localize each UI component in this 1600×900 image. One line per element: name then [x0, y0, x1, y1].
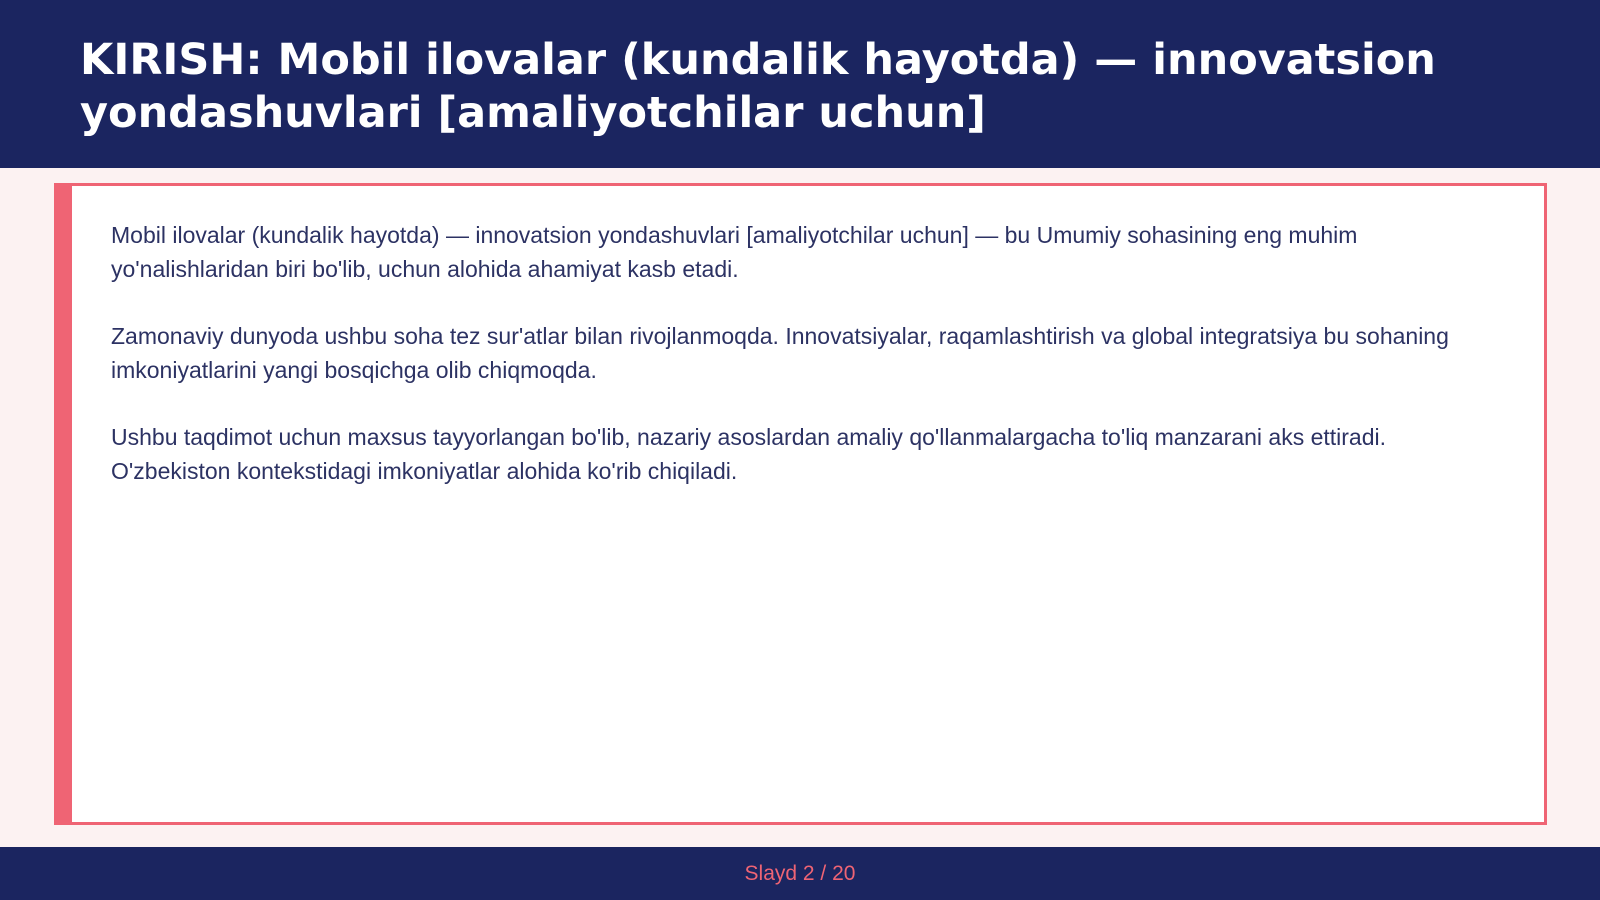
content-paragraph-1: Mobil ilovalar (kundalik hayotda) — innovatsion yondashuvlari [amaliyotchilar uchun] — bu Umumiy sohasining eng muhim yo'nalishlaridan biri bo'lib, uchun alohida ahamiyat kasb etadi. — [111, 222, 1358, 282]
slide-title: KIRISH: Mobil ilovalar (kundalik hayotda) — innovatsion yondashuvlari [amaliyotchilar uchun] — [80, 35, 1436, 138]
content-card — [54, 183, 1547, 825]
slide-number: Slayd 2 / 20 — [744, 861, 856, 885]
content-paragraph-3: Ushbu taqdimot uchun maxsus tayyorlangan bo'lib, nazariy asoslardan amaliy qo'llanmalargacha to'liq manzarani aks ettiradi. O'zbekiston kontekstidagi imkoniyatlar alohida ko'rib chiqiladi. — [111, 424, 1387, 484]
slide-footer — [0, 847, 1600, 900]
slide-header — [0, 0, 1600, 168]
content-paragraph-2: Zamonaviy dunyoda ushbu soha tez sur'atlar bilan rivojlanmoqda. Innovatsiyalar, raqamlashtirish va global integratsiya bu sohaning imkoniyatlarini yangi bosqichga olib chiqmoqda. — [111, 323, 1449, 383]
